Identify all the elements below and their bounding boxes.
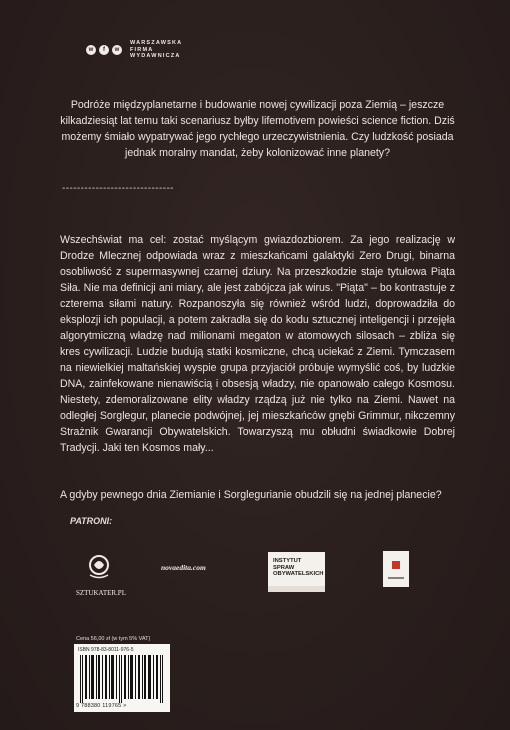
instytut-logo: INSTYTUT SPRAW OBYWATELSKICH xyxy=(268,552,325,592)
publisher-logo-mark xyxy=(86,45,122,55)
sztukater-icon xyxy=(84,553,114,579)
patron-logo-small xyxy=(383,551,409,587)
sztukater-logo xyxy=(76,553,126,597)
logo-dot: w xyxy=(112,45,122,55)
barcode xyxy=(74,644,170,712)
barcode-bars xyxy=(80,655,164,703)
patrons-label: PATRONI: xyxy=(70,516,113,526)
closing-question: A gdyby pewnego dnia Ziemianie i Sorglegurianie obudzili się na jednej planecie? xyxy=(60,489,442,501)
publisher-name: WARSZAWSKA FIRMA WYDAWNICZA xyxy=(130,40,183,59)
patron-mark-bar xyxy=(388,577,404,579)
intro-paragraph: Podróże międzyplanetarne i budowanie nowej cywilizacji poza Ziemią – jeszcze kilkadziesiąt lat temu taki scenariusz byłby lifemotivem powieści science fiction. Dziś możemy śmiało wypatrywać jego rychłego urzeczywistnienia. Czy ludzkość posiada jednak moralny mandat, żeby kolonizować inne planety? xyxy=(60,99,455,159)
logo-dot: f xyxy=(99,45,109,55)
novaedita-logo: novaedita.com xyxy=(161,563,206,572)
sztukater-label: SZTUKATER.PL xyxy=(76,589,126,597)
logo-dot: w xyxy=(86,45,96,55)
publisher-logo xyxy=(86,40,182,60)
price-label: Cena 56,00 zł (w tym 5% VAT) xyxy=(76,636,151,642)
barcode-number: 9 788380 119765 > xyxy=(76,703,127,709)
blurb-paragraph: Wszechświat ma cel: zostać myślącym gwiazdozbiorem. Za jego realizację w Drodze Mlecznej odpowiada wraz z mieszkańcami galaktyki Zero Drugi, binarna osobliwość z supermasywnej czarnej dziury. Na przeszkodzie staje tytułowa Piąta Siła. Nie ma definicji ani miary, ale jest zabójcza jak wirus. "Piąta" – bo kontrastuje z czterema siłami natury. Rozpanoszyła się również wśród ludzi, doprowadziła do eksplozji ich populacji, a potem zakradła się do kodu sztucznej inteligencji i przejęła algorytmiczną władzę nad milionami megaton w atomowych silosach – zbliża się kres cywilizacji. Ludzie budują statki kosmiczne, chcą uciekać z Ziemi. Tymczasem na niewielkiej maltańskiej wyspie grupa przyjaciół próbuje wymyślić coś, by ludzkie DNA, zainfekowane nienawiścią i obsesją władzy, nie opanowało całego Kosmosu. Niestety, zdemoralizowane elity władzy rządzą już nie tylko na Ziemi. Nawet na odległej Sorglegur, planecie podwójnej, jej mieszkańców gnębi Grimmur, nikczemny Strażnik Gwarancji Obywatelskich. Towarzyszą mu obłudni świadkowie Dobrej Tradycji. Jaki ten Kosmos mały... xyxy=(60,234,455,454)
separator: ------------------------------ xyxy=(62,183,174,194)
isbn-text: ISBN 978-83-8011-976-5 xyxy=(78,647,134,653)
patron-mark-icon xyxy=(392,561,400,569)
